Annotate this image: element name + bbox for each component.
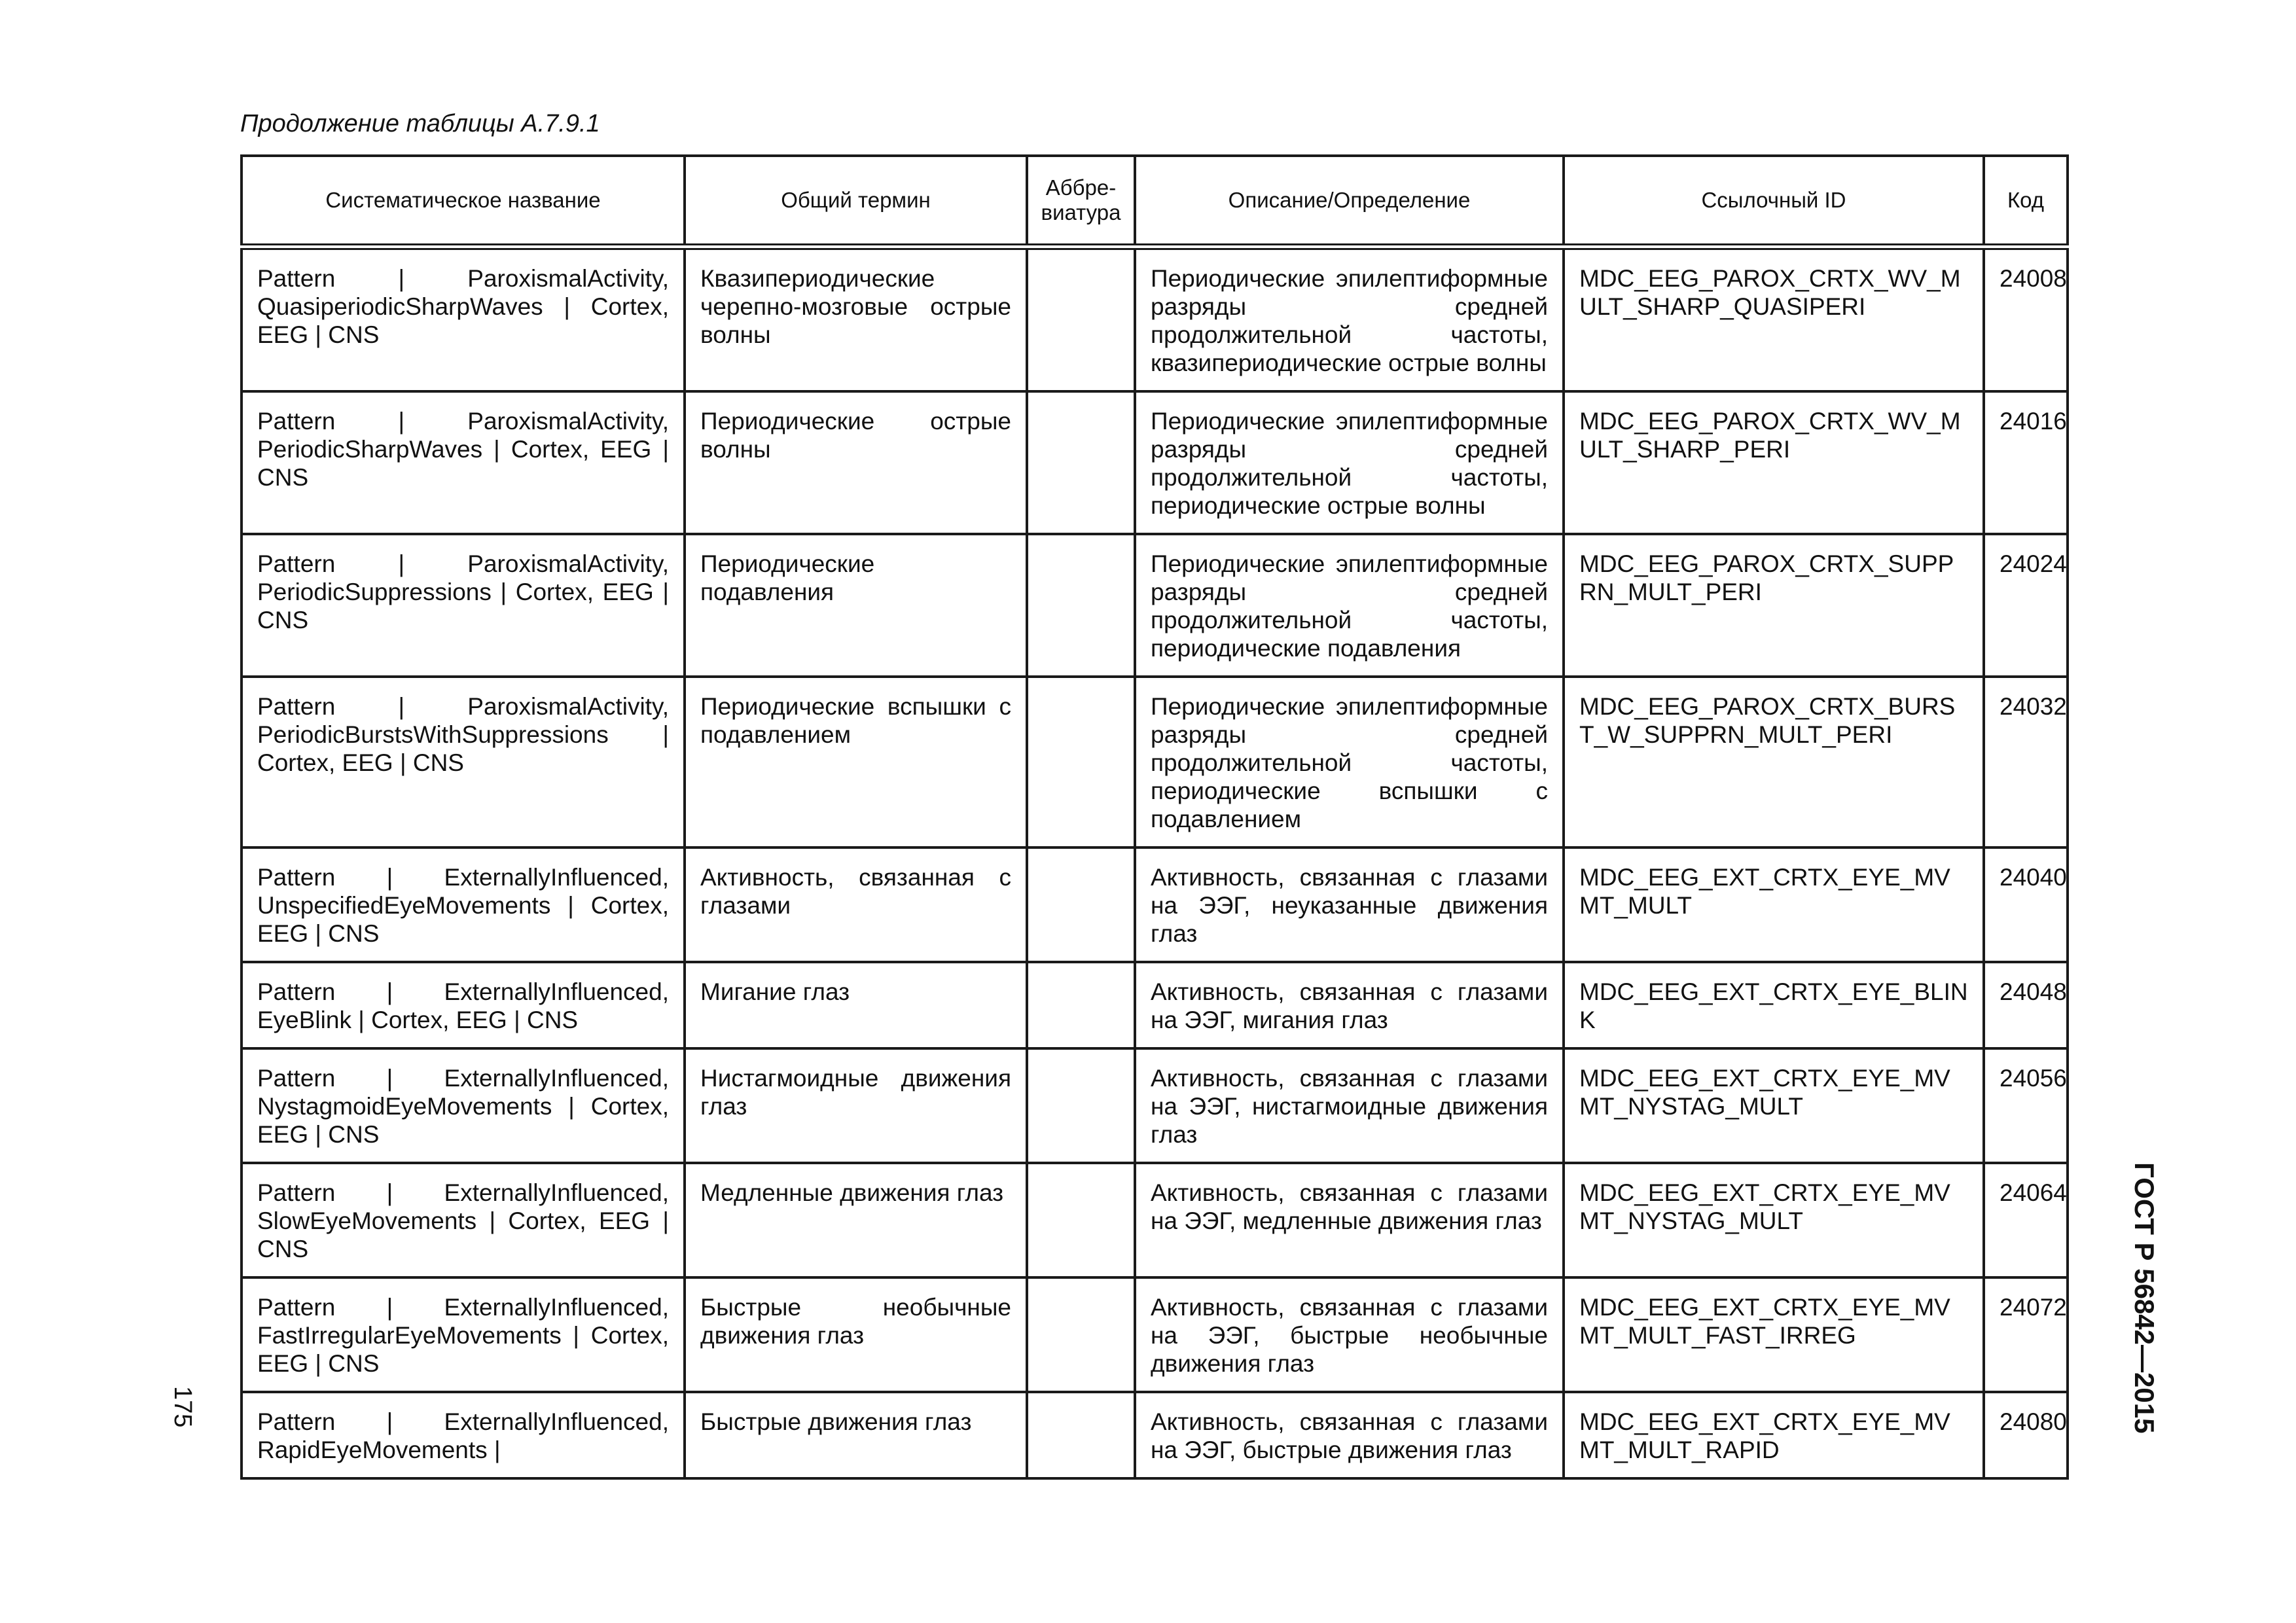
header-abbreviation: Аббре-виатура — [1027, 156, 1135, 247]
common-term-cell: Медленные движения глаз — [685, 1163, 1027, 1277]
systematic-name-cell: Pattern | ParoxismalActivity, PeriodicSuppressions | Cortex, EEG | CNS — [242, 534, 685, 677]
description-cell: Периодические эпилептиформные разряды средней продолжительной частоты, периодические подавления — [1135, 534, 1564, 677]
systematic-name-cell: Pattern | ExternallyInfluenced, SlowEyeMovements | Cortex, EEG | CNS — [242, 1163, 685, 1277]
table-row — [242, 847, 2068, 962]
common-term-cell: Нистагмоидные движения глаз — [685, 1048, 1027, 1163]
standard-id: ГОСТ Р 56842—2015 — [2129, 1162, 2160, 1434]
table-row — [242, 677, 2068, 847]
description-cell: Активность, связанная с глазами на ЭЭГ, мигания глаз — [1135, 962, 1564, 1048]
description-cell: Активность, связанная с глазами на ЭЭГ, быстрые необычные движения глаз — [1135, 1277, 1564, 1392]
table-row — [242, 1048, 2068, 1163]
reference-id-cell: MDC_EEG_EXT_CRTX_EYE_MVMT_NYSTAG_MULT — [1564, 1163, 1984, 1277]
common-term-cell: Быстрые движения глаз — [685, 1392, 1027, 1478]
header-row — [242, 156, 2068, 247]
table-row — [242, 1163, 2068, 1277]
abbreviation-cell — [1027, 1392, 1135, 1478]
description-cell: Периодические эпилептиформные разряды средней продолжительной частоты, периодические острые волны — [1135, 391, 1564, 534]
terms-table — [240, 154, 2069, 1480]
description-cell: Активность, связанная с глазами на ЭЭГ, медленные движения глаз — [1135, 1163, 1564, 1277]
code-cell: 24024 — [1984, 534, 2068, 677]
systematic-name-cell: Pattern | ExternallyInfluenced, UnspecifiedEyeMovements | Cortex, EEG | CNS — [242, 847, 685, 962]
reference-id-cell: MDC_EEG_EXT_CRTX_EYE_MVMT_NYSTAG_MULT — [1564, 1048, 1984, 1163]
systematic-name-cell: Pattern | ExternallyInfluenced, EyeBlink | Cortex, EEG | CNS — [242, 962, 685, 1048]
page-number: 175 — [169, 1386, 196, 1428]
code-cell: 24040 — [1984, 847, 2068, 962]
abbreviation-cell — [1027, 677, 1135, 847]
common-term-cell: Квазипериодические черепно-мозговые острые волны — [685, 247, 1027, 391]
description-cell: Периодические эпилептиформные разряды средней продолжительной частоты, квазипериодические острые волны — [1135, 247, 1564, 391]
systematic-name-cell: Pattern | ExternallyInfluenced, RapidEyeMovements | — [242, 1392, 685, 1478]
systematic-name-cell: Pattern | ParoxismalActivity, PeriodicSharpWaves | Cortex, EEG | CNS — [242, 391, 685, 534]
header-code: Код — [1984, 156, 2068, 247]
reference-id-cell: MDC_EEG_PAROX_CRTX_BURST_W_SUPPRN_MULT_PERI — [1564, 677, 1984, 847]
reference-id-cell: MDC_EEG_EXT_CRTX_EYE_BLINK — [1564, 962, 1984, 1048]
header-reference-id: Ссылочный ID — [1564, 156, 1984, 247]
header-systematic-name: Систематическое название — [242, 156, 685, 247]
code-cell: 24080 — [1984, 1392, 2068, 1478]
reference-id-cell: MDC_EEG_EXT_CRTX_EYE_MVMT_MULT_FAST_IRREG — [1564, 1277, 1984, 1392]
code-cell: 24048 — [1984, 962, 2068, 1048]
table-row — [242, 1392, 2068, 1478]
table-caption: Продолжение таблицы А.7.9.1 — [240, 110, 600, 137]
common-term-cell: Активность, связанная с глазами — [685, 847, 1027, 962]
table-row — [242, 391, 2068, 534]
abbreviation-cell — [1027, 1163, 1135, 1277]
systematic-name-cell: Pattern | ParoxismalActivity, PeriodicBurstsWithSuppressions | Cortex, EEG | CNS — [242, 677, 685, 847]
reference-id-cell: MDC_EEG_EXT_CRTX_EYE_MVMT_MULT_RAPID — [1564, 1392, 1984, 1478]
code-cell: 24016 — [1984, 391, 2068, 534]
common-term-cell: Периодические вспышки с подавлением — [685, 677, 1027, 847]
reference-id-cell: MDC_EEG_PAROX_CRTX_WV_MULT_SHARP_PERI — [1564, 391, 1984, 534]
code-cell: 24008 — [1984, 247, 2068, 391]
description-cell: Активность, связанная с глазами на ЭЭГ, нистагмоидные движения глаз — [1135, 1048, 1564, 1163]
header-common-term: Общий термин — [685, 156, 1027, 247]
common-term-cell: Периодические острые волны — [685, 391, 1027, 534]
systematic-name-cell: Pattern | ParoxismalActivity, QuasiperiodicSharpWaves | Cortex, EEG | CNS — [242, 247, 685, 391]
systematic-name-cell: Pattern | ExternallyInfluenced, NystagmoidEyeMovements | Cortex, EEG | CNS — [242, 1048, 685, 1163]
abbreviation-cell — [1027, 1277, 1135, 1392]
header-description: Описание/Определение — [1135, 156, 1564, 247]
code-cell: 24056 — [1984, 1048, 2068, 1163]
reference-id-cell: MDC_EEG_EXT_CRTX_EYE_MVMT_MULT — [1564, 847, 1984, 962]
reference-id-cell: MDC_EEG_PAROX_CRTX_WV_MULT_SHARP_QUASIPERI — [1564, 247, 1984, 391]
common-term-cell: Мигание глаз — [685, 962, 1027, 1048]
abbreviation-cell — [1027, 847, 1135, 962]
abbreviation-cell — [1027, 534, 1135, 677]
common-term-cell: Быстрые необычные движения глаз — [685, 1277, 1027, 1392]
table-row — [242, 1277, 2068, 1392]
code-cell: 24072 — [1984, 1277, 2068, 1392]
abbreviation-cell — [1027, 247, 1135, 391]
table-row — [242, 534, 2068, 677]
systematic-name-cell: Pattern | ExternallyInfluenced, FastIrregularEyeMovements | Cortex, EEG | CNS — [242, 1277, 685, 1392]
common-term-cell: Периодические подавления — [685, 534, 1027, 677]
abbreviation-cell — [1027, 1048, 1135, 1163]
reference-id-cell: MDC_EEG_PAROX_CRTX_SUPPRN_MULT_PERI — [1564, 534, 1984, 677]
abbreviation-cell — [1027, 391, 1135, 534]
description-cell: Активность, связанная с глазами на ЭЭГ, быстрые движения глаз — [1135, 1392, 1564, 1478]
abbreviation-cell — [1027, 962, 1135, 1048]
description-cell: Активность, связанная с глазами на ЭЭГ, неуказанные движения глаз — [1135, 847, 1564, 962]
table-row — [242, 962, 2068, 1048]
code-cell: 24064 — [1984, 1163, 2068, 1277]
description-cell: Периодические эпилептиформные разряды средней продолжительной частоты, периодические вспышки с подавлением — [1135, 677, 1564, 847]
code-cell: 24032 — [1984, 677, 2068, 847]
table-row — [242, 247, 2068, 391]
